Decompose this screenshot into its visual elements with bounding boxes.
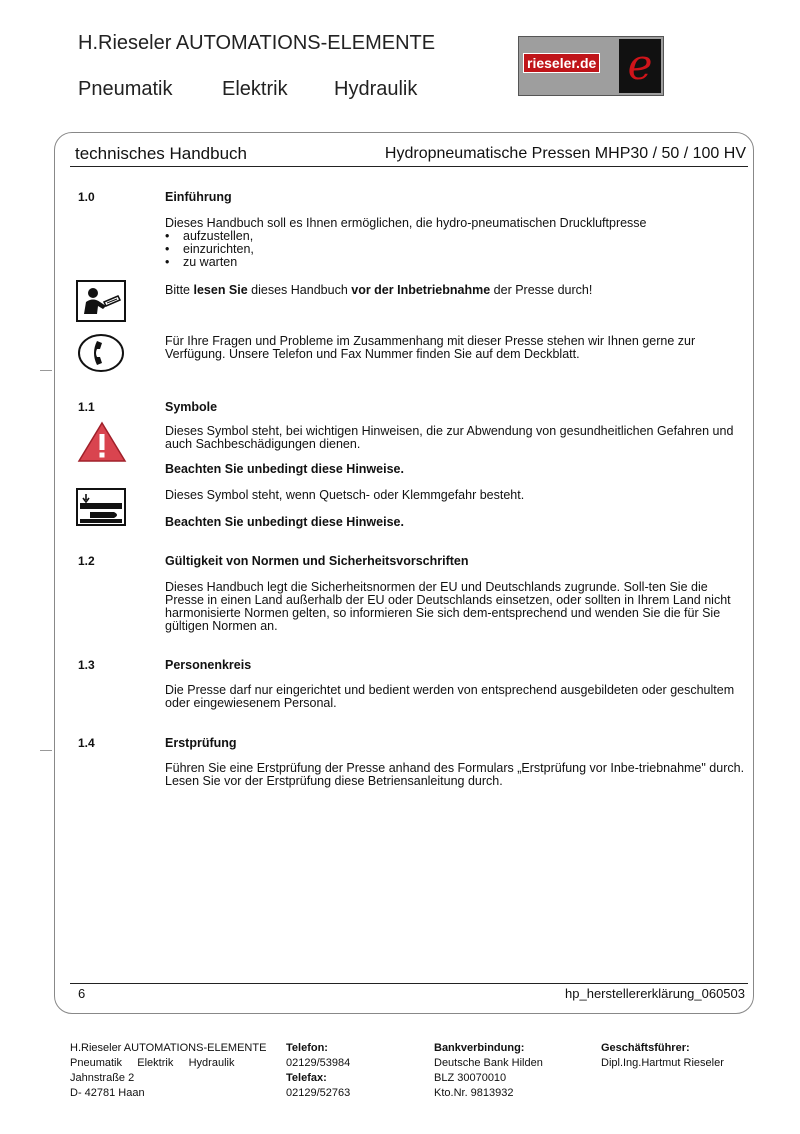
list-item: • zu warten (165, 256, 254, 269)
section-number: 1.0 (78, 190, 95, 204)
footer-divider (70, 983, 748, 984)
crush-hazard-icon (76, 488, 126, 526)
section-number: 1.4 (78, 736, 95, 750)
margin-mark (40, 370, 52, 371)
section-number: 1.3 (78, 658, 95, 672)
read-instruction: Bitte lesen Sie dieses Handbuch vor der Inbetriebnahme der Presse durch! (165, 283, 593, 297)
imprint-phone: Telefon: 02129/53984 Telefax: 02129/52763 (286, 1042, 351, 1099)
category-hydraulik: Hydraulik (334, 78, 418, 100)
header-divider (70, 166, 748, 167)
section-title: Gültigkeit von Normen und Sicherheitsvorschriften (165, 554, 469, 568)
crush-note: Beachten Sie unbedingt diese Hinweise. (165, 515, 404, 529)
section-number: 1.1 (78, 400, 95, 414)
document-id: hp_herstellererklärung_060503 (565, 986, 745, 1001)
section-text: Dieses Handbuch legt die Sicherheitsnormen der EU und Deutschlands zugrunde. Soll-ten Sie die Presse in einen Land außerhalb der EU oder Deutschlands einsetzen, oder sollten in Ihrem Land nicht harmonisierte Normen gelten, so informieren Sie sich dem-entsprechend und wenden Sie die für Sie gültigen Normen an. (165, 580, 731, 633)
category-pneumatik: Pneumatik (78, 78, 173, 100)
warning-triangle-icon (76, 420, 128, 464)
section-title: Einführung (165, 190, 232, 204)
imprint-ceo: Geschäftsführer: Dipl.Ing.Hartmut Rieseler (601, 1042, 724, 1069)
warning-note: Beachten Sie unbedingt diese Hinweise. (165, 462, 404, 476)
read-manual-icon (76, 280, 126, 322)
section-text: Die Presse darf nur eingerichtet und bedient werden von entsprechend ausgebildeten oder geschultem oder eingewiesenem Personal. (165, 683, 735, 710)
warning-description: Dieses Symbol steht, bei wichtigen Hinweisen, die zur Abwendung von gesundheitlichen Gefahren und auch Sachbeschädigungen dienen. (165, 424, 734, 451)
page-number: 6 (78, 986, 86, 1001)
list-item: • aufzustellen, (165, 230, 254, 243)
section-intro: Dieses Handbuch soll es Ihnen ermöglichen, die hydro-pneumatischen Druckluftpresse (165, 216, 647, 230)
doc-header-product: Hydropneumatische Pressen MHP30 / 50 / 100 HV (384, 145, 746, 162)
margin-mark (40, 750, 52, 751)
phone-icon (76, 332, 126, 374)
crush-description: Dieses Symbol steht, wenn Quetsch- oder Klemmgefahr besteht. (165, 488, 525, 502)
section-title: Erstprüfung (165, 736, 237, 750)
logo-e-icon: e (619, 39, 661, 93)
company-logo (518, 36, 664, 96)
section-title: Personenkreis (165, 658, 252, 672)
page-frame (54, 132, 754, 1014)
imprint-bank: Bankverbindung: Deutsche Bank Hilden BLZ 30070010 Kto.Nr. 9813932 (434, 1042, 543, 1099)
list-item: • einzurichten, (165, 243, 254, 256)
logo-text: rieseler.de (523, 53, 600, 73)
section-title: Symbole (165, 400, 218, 414)
section-number: 1.2 (78, 554, 95, 568)
bullet-list (165, 230, 254, 269)
section-text: Führen Sie eine Erstprüfung der Presse anhand des Formulars „Erstprüfung vor Inbe-triebnahme" durch. Lesen Sie vor der Erstprüfung diese Betriensanleitung durch. (165, 761, 745, 788)
doc-header-title: technisches Handbuch (75, 144, 248, 163)
company-name: H.Rieseler AUTOMATIONS-ELEMENTE (78, 32, 436, 54)
category-elektrik: Elektrik (222, 78, 288, 100)
contact-text: Für Ihre Fragen und Probleme im Zusammenhang mit dieser Presse stehen wir Ihnen gerne zur Verfügung. Unsere Telefon und Fax Nummer finden Sie auf dem Deckblatt. (165, 334, 696, 361)
imprint-company: H.Rieseler AUTOMATIONS-ELEMENTE Pneumatik Elektrik Hydraulik Jahnstraße 2 D- 42781 Haan (70, 1042, 267, 1099)
